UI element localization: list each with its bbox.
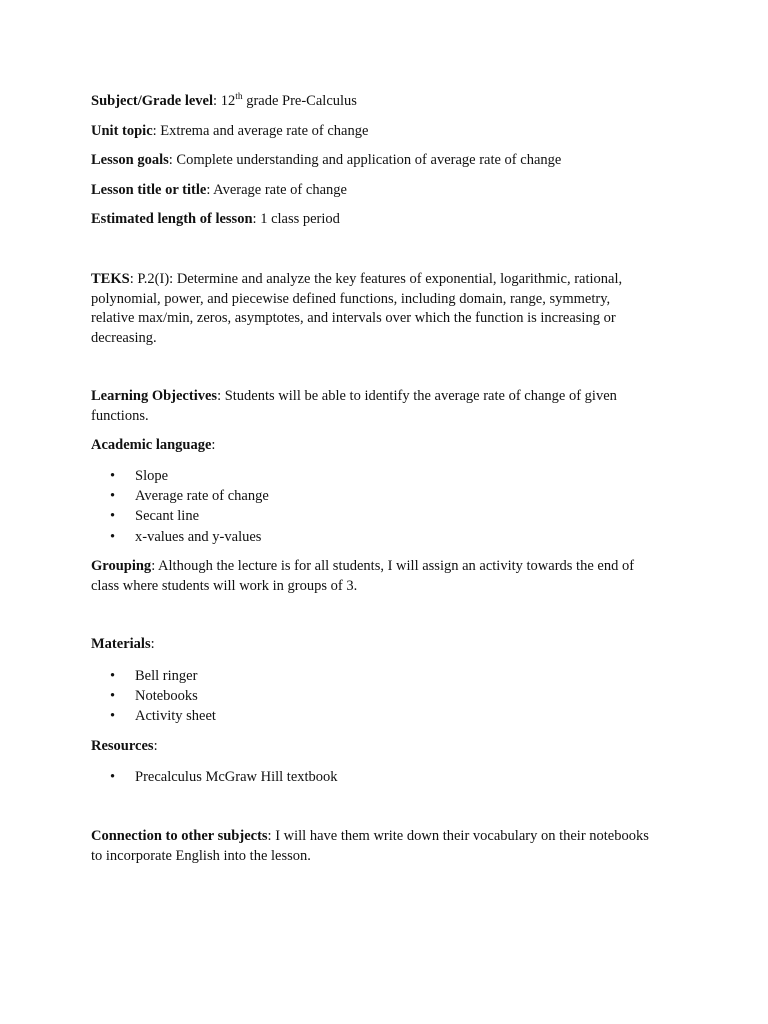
materials-list <box>91 666 651 727</box>
list-item: • Average rate of change <box>110 488 269 505</box>
connection-line: to incorporate English into the lesson. <box>91 847 311 864</box>
academic-language-label: Academic language <box>91 437 212 453</box>
objectives-line: functions. <box>91 407 149 424</box>
lesson-length-value: 1 class period <box>260 211 340 227</box>
objectives-line: Students will be able to identify the average rate of change of given <box>224 388 617 404</box>
list-item: • Precalculus McGraw Hill textbook <box>110 769 338 785</box>
grouping-label: Grouping <box>91 558 152 574</box>
list-item: • Secant line <box>110 508 200 525</box>
lesson-goals-value: Complete understanding and application of average rate of change <box>176 152 562 168</box>
connection-section: Connection to other subjects: I will have them write down their vocabulary on their notebooks to incorporate English into the lesson. <box>91 827 691 866</box>
list-item: • Notebooks <box>110 688 198 705</box>
bullet-icon: • <box>110 468 116 484</box>
bullet-icon: • <box>110 528 116 545</box>
subject-grade-line: Subject/Grade level: 12th grade Pre-Calculus <box>91 92 357 109</box>
grouping-line: class where students will work in groups of 3. <box>91 577 358 594</box>
unit-topic-label: Unit topic <box>91 123 153 139</box>
grouping-section: Grouping: Although the lecture is for all students, I will assign an activity towards the end of class where students will work in groups of 3. <box>91 557 691 596</box>
teks-section: TEKS: P.2(I): Determine and analyze the key features of exponential, logarithmic, rational, polynomial, power, and piecewise defined functions, including domain, range, symmetry, relative max/min, zeros, asymptotes, and intervals over which the function is increasing or decreasing. <box>91 270 691 348</box>
list-item: • Slope <box>110 468 169 484</box>
subject-label: Subject/Grade level <box>91 93 214 109</box>
academic-language-heading: Academic language: <box>91 437 216 453</box>
subject-value: grade Pre-Calculus <box>242 93 357 109</box>
materials-label: Materials <box>91 636 151 652</box>
teks-line: decreasing. <box>91 329 157 346</box>
lesson-title-value: Average rate of change <box>213 182 347 198</box>
teks-line: P.2(I): Determine and analyze the key features of exponential, logarithmic, rational, <box>137 271 623 287</box>
bullet-icon: • <box>110 688 116 705</box>
bullet-icon: • <box>110 508 116 525</box>
resources-list <box>91 767 651 787</box>
teks-line: polynomial, power, and piecewise defined functions, including domain, range, symmetry, <box>91 290 611 307</box>
grade-suffix: th <box>235 92 243 103</box>
connection-line: I will have them write down their vocabulary on their notebooks <box>275 828 649 844</box>
learning-objectives-section: Learning Objectives: Students will be able to identify the average rate of change of given functions. <box>91 387 691 426</box>
bullet-icon: • <box>110 769 116 785</box>
list-item: • x-values and y-values <box>110 528 262 545</box>
lesson-goals-line: Lesson goals: Complete understanding and application of average rate of change <box>91 152 562 168</box>
connection-label: Connection to other subjects <box>91 828 268 844</box>
grade-number: 12 <box>220 93 236 109</box>
resources-label: Resources <box>91 738 154 754</box>
list-item: • Activity sheet <box>110 708 216 725</box>
resources-heading: Resources: <box>91 738 158 754</box>
unit-topic-value: Extrema and average rate of change <box>160 123 369 139</box>
teks-label: TEKS <box>91 271 130 287</box>
teks-line: relative max/min, zeros, asymptotes, and intervals over which the function is increasing or <box>91 310 616 327</box>
lesson-goals-label: Lesson goals <box>91 152 169 168</box>
bullet-icon: • <box>110 488 116 505</box>
academic-language-list <box>91 466 651 547</box>
grouping-line: Although the lecture is for all students, I will assign an activity towards the end of <box>158 558 635 574</box>
unit-topic-line: Unit topic: Extrema and average rate of change <box>91 123 369 139</box>
lesson-length-line: Estimated length of lesson: 1 class period <box>91 211 340 227</box>
bullet-icon: • <box>110 708 116 725</box>
lesson-title-label: Lesson title or title <box>91 182 207 198</box>
learning-objectives-label: Learning Objectives <box>91 388 218 404</box>
bullet-icon: • <box>110 668 116 684</box>
lesson-title-line: Lesson title or title: Average rate of change <box>91 182 347 198</box>
lesson-length-label: Estimated length of lesson <box>91 211 253 227</box>
materials-heading: Materials: <box>91 636 155 652</box>
list-item: • Bell ringer <box>110 668 198 684</box>
